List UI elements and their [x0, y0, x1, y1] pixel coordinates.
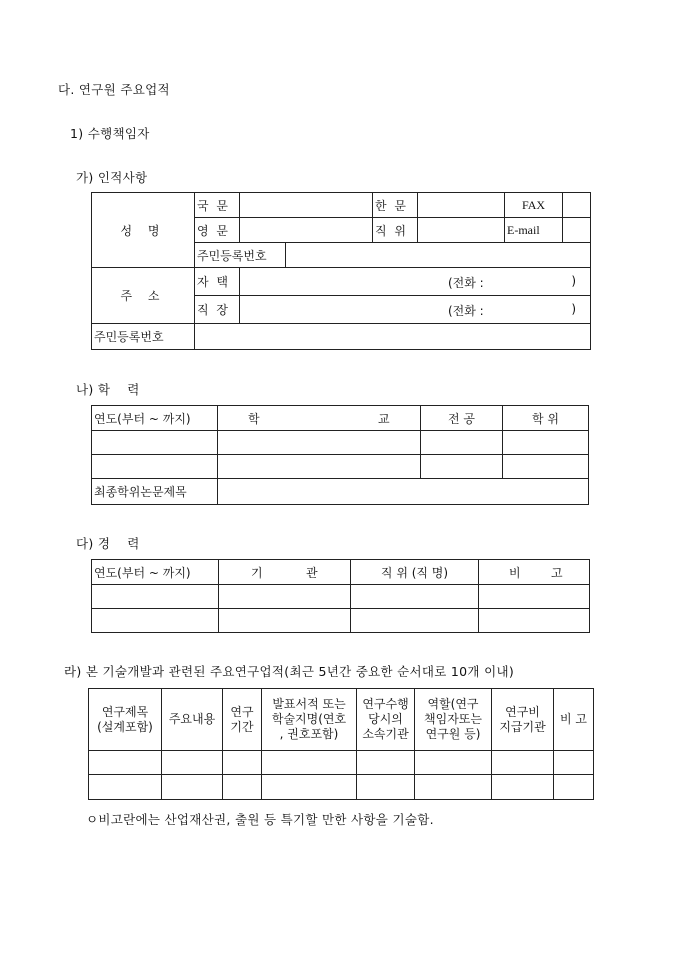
- personal-info-title: 가) 인적사항: [76, 170, 148, 185]
- career-table: [91, 559, 590, 633]
- edu-major-header: 전 공: [421, 406, 503, 431]
- edu-school-header: [218, 406, 421, 431]
- rrn-field[interactable]: [286, 243, 591, 268]
- career-note-header-1: 비: [509, 566, 521, 580]
- work-label: 직 장: [195, 296, 240, 324]
- career-year-header: 연도(부터 ~ 까지): [92, 560, 219, 585]
- table-row: [89, 751, 594, 775]
- affiliation-header: 연구수행 당시의 소속기관: [357, 689, 415, 751]
- email-field[interactable]: [563, 218, 591, 243]
- career-note-header-2: 고: [551, 566, 563, 580]
- work-phone-label: (전화 :: [448, 303, 484, 318]
- position-field[interactable]: [418, 218, 505, 243]
- table-row: [89, 775, 594, 800]
- research-table: [88, 688, 594, 800]
- research-content-header: 주요내용: [162, 689, 223, 751]
- table-row: [92, 431, 589, 455]
- english-name-field[interactable]: [240, 218, 373, 243]
- table-row: [92, 609, 590, 633]
- hanja-name-field[interactable]: [418, 193, 505, 218]
- home-phone-close: ): [571, 273, 576, 288]
- funding-agency-header: 연구비 지급기관: [492, 689, 554, 751]
- publication-header: 발표서적 또는 학술지명(연호 , 권호포함): [262, 689, 357, 751]
- address-label: 주 소: [92, 268, 195, 324]
- fax-field[interactable]: [563, 193, 591, 218]
- thesis-title-label: 최종학위논문제목: [92, 479, 218, 505]
- edu-year-header: 연도(부터 ~ 까지): [92, 406, 218, 431]
- rrn-label: 주민등록번호: [195, 243, 286, 268]
- research-note-header: 비 고: [554, 689, 594, 751]
- korean-name-label: 국 문: [195, 193, 240, 218]
- education-title: 나) 학 력: [76, 382, 140, 397]
- edu-school-header-2: 교: [378, 412, 390, 426]
- home-label: 자 택: [195, 268, 240, 296]
- name-label: 성 명: [92, 193, 195, 268]
- home-address-field[interactable]: [240, 268, 591, 296]
- career-org-header: [219, 560, 351, 585]
- section-title: 다. 연구원 주요업적: [58, 82, 170, 97]
- table-row: [92, 585, 590, 609]
- rrn-bottom-label: 주민등록번호: [92, 324, 195, 350]
- position-label: 직 위: [373, 218, 418, 243]
- role-header: 역할(연구 책임자또는 연구원 등): [415, 689, 492, 751]
- email-label: E-mail: [505, 218, 563, 243]
- korean-name-field[interactable]: [240, 193, 373, 218]
- career-org-header-2: 관: [306, 566, 318, 580]
- footnote: ㅇ비고란에는 산업재산권, 출원 등 특기할 만한 사항을 기술함.: [86, 812, 434, 827]
- career-title: 다) 경 력: [76, 536, 140, 551]
- home-phone-label: (전화 :: [448, 275, 484, 290]
- edu-degree-header: 학 위: [503, 406, 589, 431]
- work-phone-close: ): [571, 301, 576, 316]
- career-org-header-1: 기: [251, 566, 263, 580]
- english-name-label: 영 문: [195, 218, 240, 243]
- edu-school-header-1: 학: [248, 412, 260, 426]
- education-table: [91, 405, 589, 505]
- career-position-header: 직 위 (직 명): [351, 560, 479, 585]
- career-note-header: [479, 560, 590, 585]
- fax-label: FAX: [505, 193, 563, 218]
- personal-info-table: [91, 192, 591, 350]
- thesis-title-field[interactable]: [218, 479, 589, 505]
- work-address-field[interactable]: [240, 296, 591, 324]
- rrn-bottom-field[interactable]: [195, 324, 591, 350]
- research-period-header: 연구 기간: [223, 689, 262, 751]
- research-achievements-title: 라) 본 기술개발과 관련된 주요연구업적(최근 5년간 중요한 순서대로 10개 이내): [64, 664, 514, 679]
- table-row: [92, 455, 589, 479]
- research-title-header: 연구제목 (설계포함): [89, 689, 162, 751]
- subsection-principal-investigator: 1) 수행책임자: [70, 126, 150, 141]
- hanja-name-label: 한 문: [373, 193, 418, 218]
